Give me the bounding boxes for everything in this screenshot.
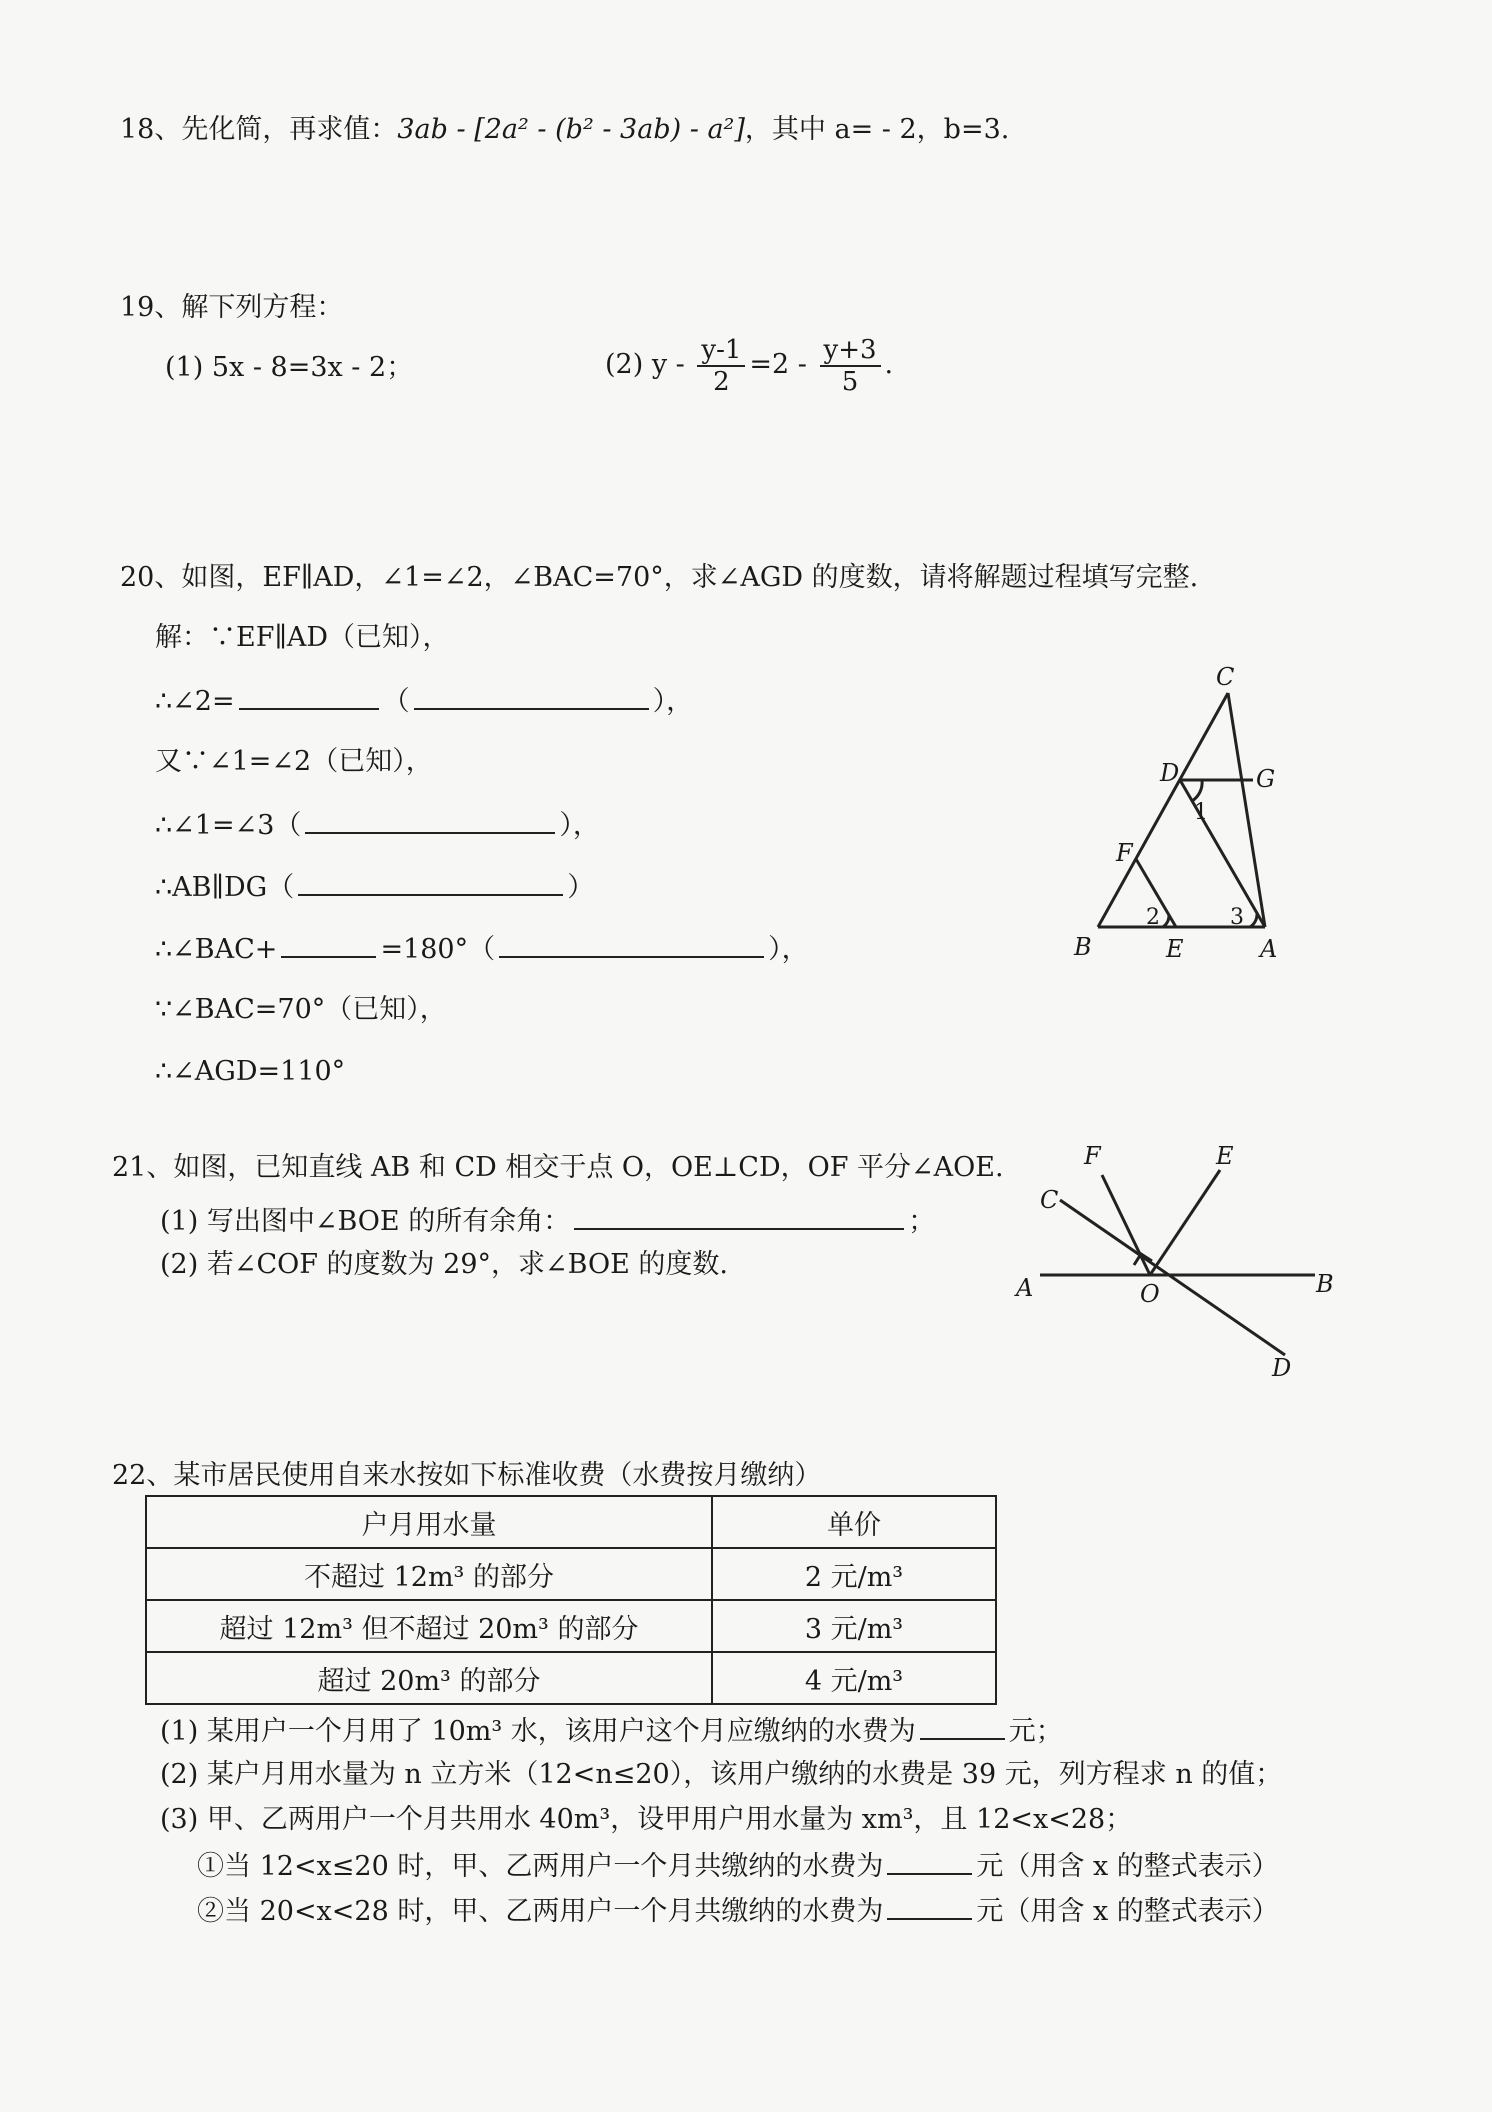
q20-blank-reason1[interactable] [414, 682, 649, 710]
q21-part1-end: ； [908, 1206, 936, 1237]
table-cell: 超过 12m³ 但不超过 20m³ 的部分 [146, 1600, 712, 1652]
q19-part2-prefix: (2) y - [605, 349, 685, 380]
q18-label: 18、先化简，再求值： [120, 114, 398, 145]
table-cell: 4 元/m³ [712, 1652, 996, 1704]
q19-fraction-1-denominator: 2 [713, 366, 730, 397]
q20-blank-angle2[interactable] [239, 682, 379, 710]
label-e: E [1166, 935, 1184, 963]
ray-of [1102, 1175, 1150, 1275]
q20-step3: 又∵∠1=∠2（已知）， [155, 746, 433, 777]
q19-part1: (1) 5x - 8=3x - 2； [165, 352, 414, 383]
q20-step6-middle: =180°（ [380, 934, 496, 965]
q20-step8: ∴∠AGD=110° [155, 1056, 346, 1087]
q22-part3-sub1-end: 元（用含 x 的整式表示） [976, 1851, 1279, 1882]
q21-part1-text: (1) 写出图中∠BOE 的所有余角： [160, 1206, 571, 1237]
q20-step5 [155, 868, 594, 906]
q21-lines-figure [1010, 1140, 1360, 1380]
table-row [146, 1548, 996, 1600]
label-c: C [1216, 665, 1235, 691]
label-a: A [1260, 935, 1278, 963]
q20-step6-close: ）， [768, 934, 809, 965]
angle-3-label: 3 [1230, 905, 1244, 930]
q18-expression: 3ab - [2a² - (b² - 3ab) - a²] [397, 114, 745, 145]
table-row [146, 1652, 996, 1704]
q19-label: 19、解下列方程： [120, 292, 344, 323]
q18-condition: ，其中 a= - 2，b=3. [744, 114, 1010, 145]
q21-blank-complements[interactable] [574, 1202, 904, 1230]
q20-step2-text: ∴∠2= [155, 686, 235, 717]
q19-fraction-2-denominator: 5 [841, 366, 859, 397]
q19-part2 [605, 330, 893, 400]
q22-part1-end: 元； [1008, 1716, 1063, 1747]
table-cell: 2 元/m³ [712, 1548, 996, 1600]
q19-part2-end: . [884, 349, 894, 380]
ray-oe [1150, 1170, 1220, 1275]
q20-step2 [155, 682, 693, 720]
table-row [146, 1600, 996, 1652]
q22-part1-text: (1) 某用户一个月用了 10m³ 水，该用户这个月应缴纳的水费为 [160, 1716, 916, 1747]
q20-step5-text: ∴AB∥DG（ [155, 872, 295, 903]
q20-blank-angle[interactable] [281, 930, 376, 958]
angle-1-label: 1 [1194, 800, 1208, 825]
q21-part1 [160, 1202, 935, 1240]
angle-1-arc [1192, 780, 1202, 801]
q22-part3-sub1-text: ①当 12<x≤20 时，甲、乙两用户一个月共缴纳的水费为 [197, 1851, 884, 1882]
q19-fraction-1 [697, 335, 745, 397]
label-b: B [1074, 933, 1092, 961]
angle-2-label: 2 [1146, 905, 1160, 930]
label-g: G [1256, 765, 1276, 793]
q20-step2-open: （ [382, 686, 410, 717]
q20-step1: 解：∵EF∥AD（已知）， [155, 622, 450, 653]
side-bc [1098, 693, 1228, 927]
q19-fraction-2-numerator: y+3 [820, 335, 881, 367]
q20-step4-close: ）， [559, 810, 600, 841]
q20-blank-reason3[interactable] [298, 868, 563, 896]
table-cell: 不超过 12m³ 的部分 [146, 1548, 712, 1600]
angle-2-arc [1163, 915, 1169, 927]
angle-3-arc [1250, 914, 1257, 927]
q20-step4 [155, 806, 600, 844]
q19-fraction-2 [820, 335, 881, 397]
q22-part1 [160, 1712, 1063, 1750]
table-cell: 超过 20m³ 的部分 [146, 1652, 712, 1704]
q22-blank-expression1[interactable] [887, 1847, 972, 1875]
q22-part2: (2) 某户月用水量为 n 立方米（12<n≤20），该用户缴纳的水费是 39 元，列方程求 n 的值； [160, 1759, 1283, 1790]
label-a: A [1016, 1274, 1034, 1302]
q20-step6 [155, 930, 809, 968]
q22-label: 22、某市居民使用自来水按如下标准收费（水费按月缴纳） [112, 1460, 822, 1491]
q20-triangle-figure [1060, 665, 1300, 965]
q22-part3: (3) 甲、乙两用户一个月共用水 40m³，设甲用户用水量为 xm³，且 12<x<28； [160, 1804, 1133, 1835]
label-e: E [1216, 1142, 1234, 1170]
q22-part3-sub1 [197, 1847, 1279, 1885]
table-cell: 3 元/m³ [712, 1600, 996, 1652]
q21-label: 21、如图，已知直线 AB 和 CD 相交于点 O，OE⊥CD，OF 平分∠AOE. [112, 1152, 1004, 1183]
q22-blank-fee[interactable] [920, 1712, 1005, 1740]
label-b: B [1316, 1270, 1334, 1298]
q20-step2-close: ）， [652, 686, 694, 717]
table-header-cell: 单价 [712, 1496, 996, 1548]
q22-part3-sub2-text: ②当 20<x<28 时，甲、乙两用户一个月共缴纳的水费为 [197, 1896, 884, 1927]
label-c: C [1040, 1186, 1059, 1214]
label-f: F [1084, 1142, 1101, 1170]
q19-part2-middle: =2 - [749, 349, 807, 380]
side-ca [1228, 693, 1265, 927]
line-cd [1060, 1200, 1285, 1355]
q20-step6-text: ∴∠BAC+ [155, 934, 278, 965]
label-o: O [1140, 1280, 1160, 1308]
water-fee-table [145, 1495, 997, 1705]
q22-part3-sub2-end: 元（用含 x 的整式表示） [976, 1896, 1279, 1927]
q22-part3-sub2 [197, 1892, 1279, 1930]
label-d: D [1272, 1354, 1292, 1380]
q19-fraction-1-numerator: y-1 [697, 335, 745, 367]
label-d: D [1160, 759, 1180, 787]
q20-blank-reason4[interactable] [499, 930, 764, 958]
q20-step5-close: ） [567, 872, 595, 903]
q20-blank-reason2[interactable] [305, 806, 555, 834]
label-f: F [1116, 839, 1133, 867]
q20-step7: ∵∠BAC=70°（已知）， [155, 994, 447, 1025]
q20-label: 20、如图，EF∥AD，∠1=∠2，∠BAC=70°，求∠AGD 的度数，请将解题过程填写完整. [120, 562, 1199, 593]
table-header-row [146, 1496, 996, 1548]
table-header-cell: 户月用水量 [146, 1496, 712, 1548]
q22-blank-expression2[interactable] [887, 1892, 972, 1920]
q18-line [120, 112, 1009, 148]
q21-part2: (2) 若∠COF 的度数为 29°，求∠BOE 的度数. [160, 1249, 728, 1280]
q20-step4-text: ∴∠1=∠3（ [155, 810, 302, 841]
